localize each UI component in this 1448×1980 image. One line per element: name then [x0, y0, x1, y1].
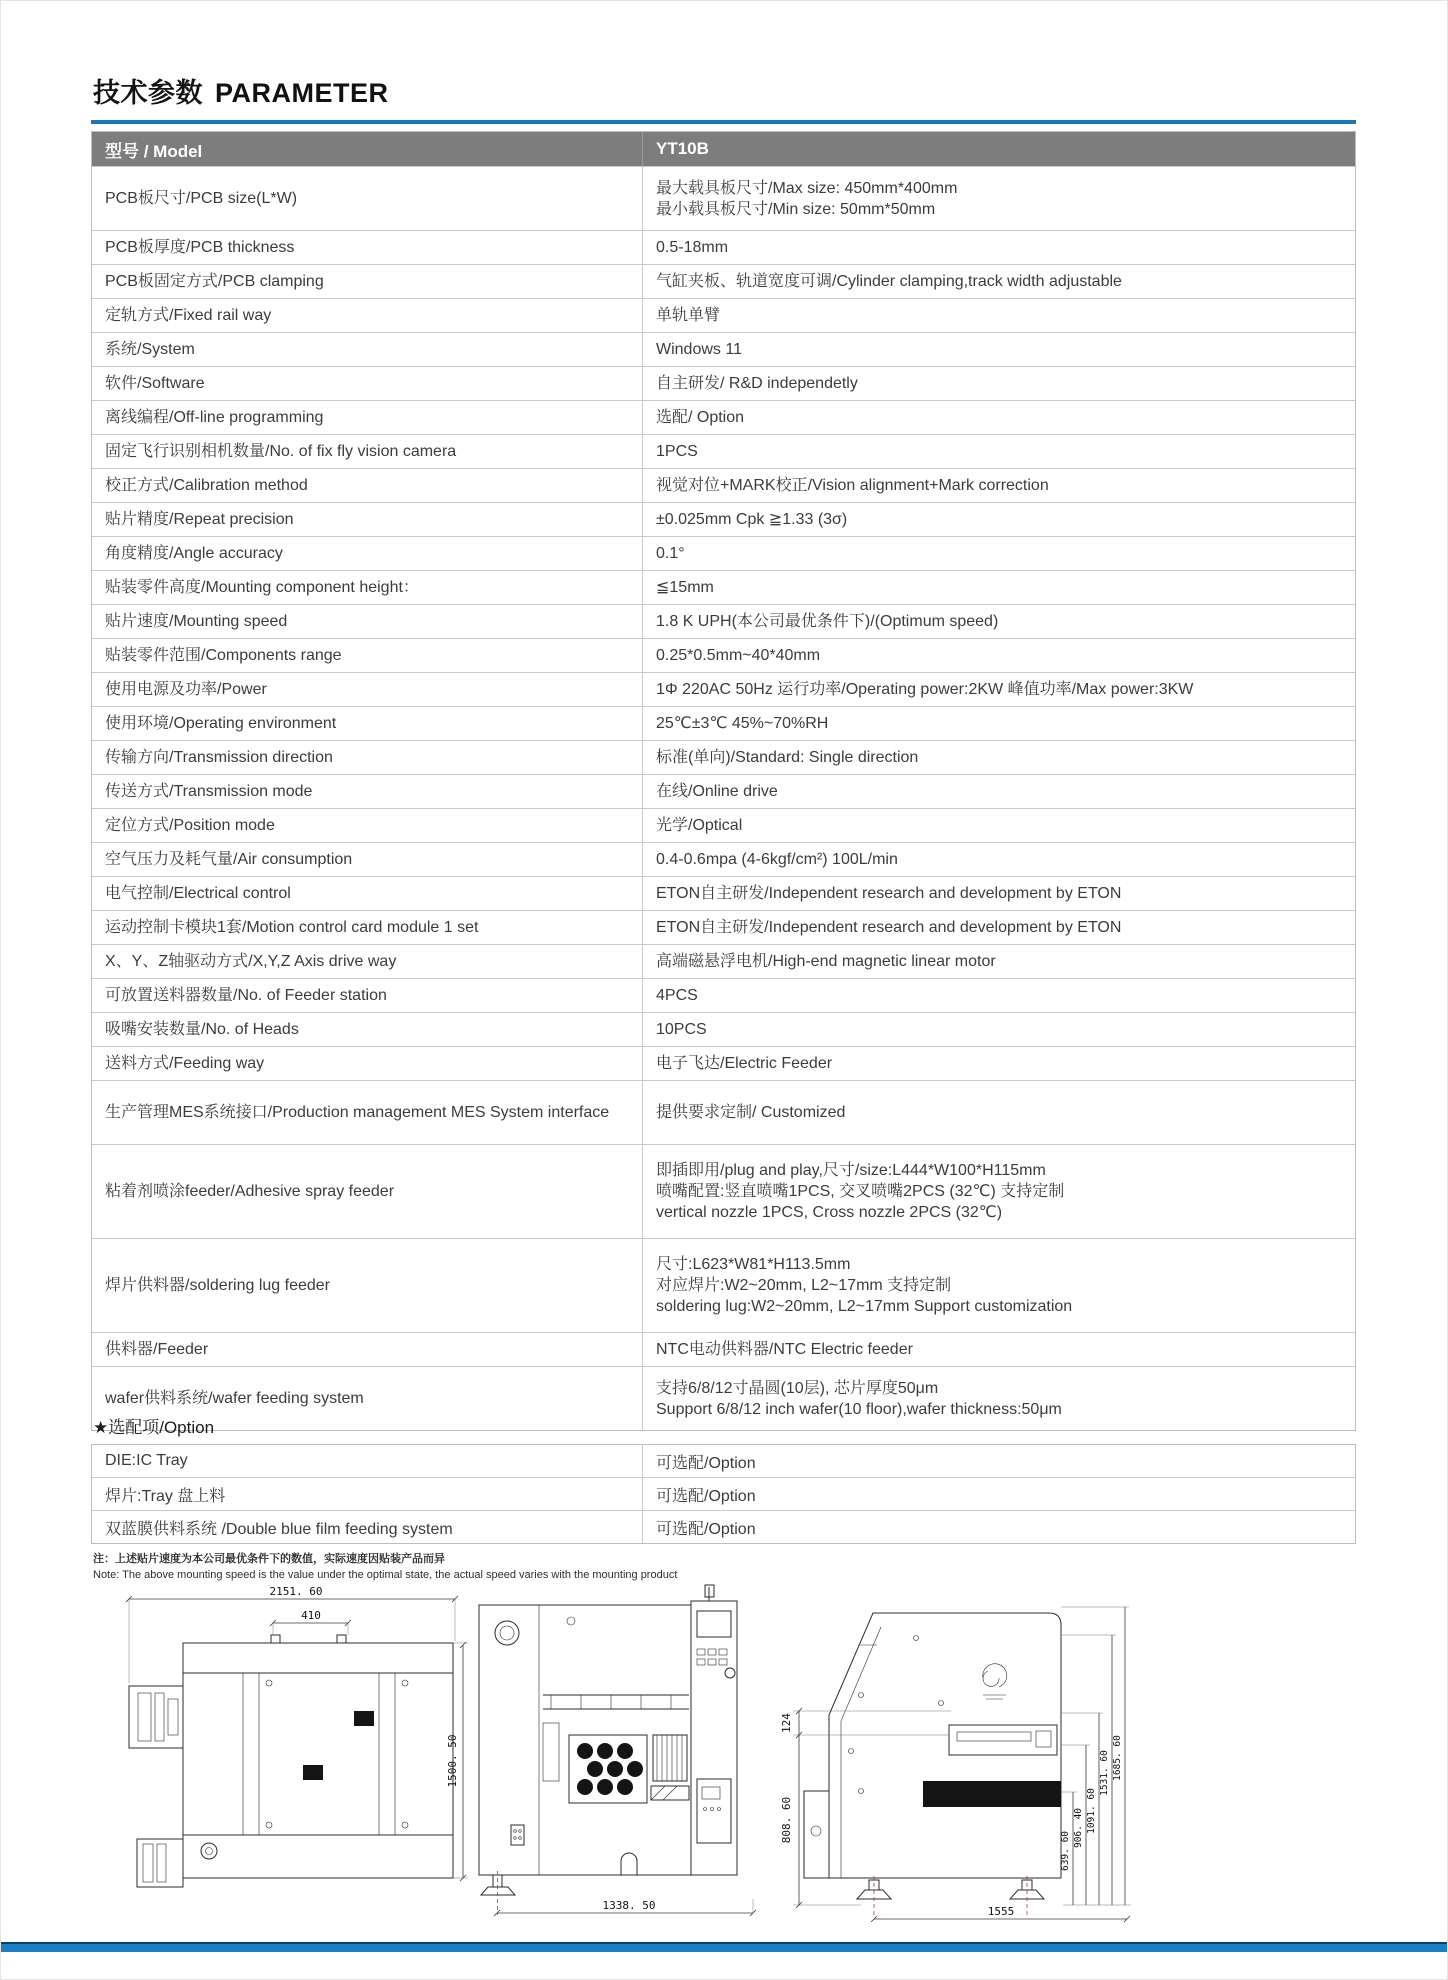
param-value-line: 支持6/8/12寸晶圆(10层), 芯片厚度50μm	[656, 1379, 939, 1397]
param-value-line: 0.25*0.5mm~40*40mm	[656, 647, 821, 664]
param-value	[642, 639, 1355, 672]
param-value-line: 电子飞达/Electric Feeder	[656, 1055, 833, 1072]
param-row	[92, 604, 1355, 638]
param-label: 固定飞行识别相机数量/No. of fix fly vision camera	[105, 443, 457, 460]
param-row	[92, 264, 1355, 298]
param-row	[92, 298, 1355, 332]
param-row	[92, 910, 1355, 944]
dimension-label: 1338. 50	[602, 1899, 656, 1912]
param-value	[642, 167, 1355, 230]
top-view-drawing	[111, 1583, 471, 1935]
model-header-value: YT10B	[642, 132, 1355, 166]
param-value-line: NTC电动供料器/NTC Electric feeder	[656, 1341, 913, 1358]
param-value-line: ±0.025mm Cpk ≧1.33 (3σ)	[656, 511, 848, 528]
param-value-line: 0.5-18mm	[656, 239, 729, 256]
dimension-label: 906. 40	[1073, 1807, 1084, 1849]
param-value	[642, 503, 1355, 536]
param-label: 生产管理MES系统接口/Production management MES System interface	[105, 1104, 610, 1121]
param-table	[91, 131, 1356, 1431]
param-label: 粘着剂喷涂feeder/Adhesive spray feeder	[105, 1183, 395, 1200]
side-view-machine	[804, 1613, 1061, 1917]
param-value-line: 单轨单臂	[656, 307, 721, 324]
param-row	[92, 166, 1355, 230]
param-row	[92, 740, 1355, 774]
param-value-line: 在线/Online drive	[656, 783, 778, 800]
param-value-line: Support 6/8/12 inch wafer(10 floor),wafer thickness:50μm	[656, 1400, 1062, 1418]
param-value	[642, 1367, 1355, 1430]
dimension-label: 2151. 60	[269, 1585, 323, 1598]
param-label: 传送方式/Transmission mode	[105, 783, 313, 800]
param-value	[642, 401, 1355, 434]
param-label: 供料器/Feeder	[105, 1341, 209, 1358]
option-value: 可选配/Option	[642, 1478, 1355, 1510]
param-value-line: 1.8 K UPH(本公司最优条件下)/(Optimum speed)	[656, 613, 999, 630]
dimension-label: 1091. 60	[1086, 1788, 1097, 1834]
accent-divider	[91, 120, 1356, 124]
param-label: 吸嘴安装数量/No. of Heads	[105, 1021, 299, 1038]
param-row	[92, 536, 1355, 570]
dimension-drawings	[91, 1583, 1391, 1943]
param-value-line: ETON自主研发/Independent research and development by ETON	[656, 885, 1122, 902]
param-row	[92, 842, 1355, 876]
param-row	[92, 434, 1355, 468]
param-label: 空气压力及耗气量/Air consumption	[105, 851, 353, 868]
param-label: 贴片精度/Repeat precision	[105, 511, 294, 528]
param-value-line: ETON自主研发/Independent research and development by ETON	[656, 919, 1122, 936]
param-value	[642, 809, 1355, 842]
param-value	[642, 333, 1355, 366]
dimension-label: 1500. 50	[446, 1734, 459, 1788]
param-label: X、Y、Z轴驱动方式/X,Y,Z Axis drive way	[105, 953, 397, 970]
param-value	[642, 1013, 1355, 1046]
option-row	[92, 1477, 1355, 1510]
param-value-line: soldering lug:W2~20mm, L2~17mm Support customization	[656, 1298, 1073, 1315]
param-value-line: 高端磁悬浮电机/High-end magnetic linear motor	[656, 953, 996, 970]
param-row	[92, 332, 1355, 366]
param-value	[642, 469, 1355, 502]
param-value	[642, 537, 1355, 570]
param-row	[92, 400, 1355, 434]
param-label: 使用环境/Operating environment	[105, 715, 337, 732]
param-label: PCB板厚度/PCB thickness	[105, 239, 295, 256]
param-value	[642, 979, 1355, 1012]
param-value	[642, 673, 1355, 706]
param-table-body	[92, 166, 1355, 1430]
param-label: 贴装零件范围/Components range	[105, 647, 342, 664]
param-row	[92, 706, 1355, 740]
param-value-line: 10PCS	[656, 1021, 707, 1038]
param-value-line: 尺寸:L623*W81*H113.5mm	[656, 1256, 851, 1273]
option-row	[92, 1510, 1355, 1543]
dimension-label: 1555	[987, 1905, 1015, 1918]
param-row	[92, 1332, 1355, 1366]
dimension-label: 1685. 60	[1112, 1735, 1123, 1781]
top-view-machine	[129, 1635, 453, 1887]
param-label: 贴片速度/Mounting speed	[105, 613, 288, 630]
param-value	[642, 843, 1355, 876]
param-value-line: 最小载具板尺寸/Min size: 50mm*50mm	[656, 200, 936, 218]
param-value	[642, 1239, 1355, 1332]
param-label: 电气控制/Electrical control	[105, 885, 291, 902]
param-value-line: 选配/ Option	[656, 409, 745, 426]
option-table	[91, 1444, 1356, 1544]
param-value	[642, 911, 1355, 944]
param-row	[92, 808, 1355, 842]
param-value	[642, 571, 1355, 604]
param-row	[92, 502, 1355, 536]
param-row	[92, 876, 1355, 910]
option-table-body	[92, 1445, 1355, 1543]
option-label: 焊片:Tray 盘上料	[105, 1487, 226, 1505]
param-value	[642, 231, 1355, 264]
param-value-line: vertical nozzle 1PCS, Cross nozzle 2PCS (32℃)	[656, 1204, 1003, 1221]
param-row	[92, 230, 1355, 264]
param-value-line: 即插即用/plug and play,尺寸/size:L444*W100*H115mm	[656, 1162, 1046, 1179]
param-label: 送料方式/Feeding way	[105, 1055, 265, 1072]
param-label: 运动控制卡模块1套/Motion control card module 1 set	[105, 919, 479, 936]
dimension-label: 124	[780, 1713, 793, 1733]
param-row	[92, 1238, 1355, 1332]
side-view-drawing	[711, 1583, 1141, 1935]
param-value-line: 标准(单向)/Standard: Single direction	[656, 749, 919, 766]
param-value-line: 0.1°	[656, 545, 685, 562]
param-value	[642, 265, 1355, 298]
param-row	[92, 1046, 1355, 1080]
param-value	[642, 1145, 1355, 1238]
option-value: 可选配/Option	[642, 1511, 1355, 1543]
footnote	[93, 1551, 677, 1583]
dimension-label: 410	[301, 1609, 321, 1622]
param-value	[642, 605, 1355, 638]
param-value	[642, 1047, 1355, 1080]
param-row	[92, 366, 1355, 400]
param-value-line: 4PCS	[656, 987, 698, 1004]
footnote-en: Note: The above mounting speed is the value under the optimal state, the actual speed varies with the mounting product	[93, 1569, 678, 1581]
param-row	[92, 638, 1355, 672]
param-value-line: ≦15mm	[656, 579, 714, 596]
param-value-line: 气缸夹板、轨道宽度可调/Cylinder clamping,track width adjustable	[656, 273, 1122, 290]
param-row	[92, 1012, 1355, 1046]
param-row	[92, 1080, 1355, 1144]
param-value	[642, 775, 1355, 808]
param-value	[642, 1333, 1355, 1366]
bottom-accent-bar	[1, 1942, 1448, 1952]
param-value	[642, 877, 1355, 910]
param-label: 传输方向/Transmission direction	[105, 749, 333, 766]
param-value-line: 视觉对位+MARK校正/Vision alignment+Mark correction	[656, 477, 1049, 494]
param-value-line: 最大载具板尺寸/Max size: 450mm*400mm	[656, 179, 958, 197]
param-label: 软件/Software	[105, 375, 205, 392]
model-header-label: 型号 / Model	[105, 141, 203, 161]
param-row	[92, 570, 1355, 604]
option-value: 可选配/Option	[642, 1445, 1355, 1477]
param-label: 角度精度/Angle accuracy	[105, 545, 283, 562]
param-row	[92, 672, 1355, 706]
param-row	[92, 468, 1355, 502]
param-label: 焊片供料器/soldering lug feeder	[105, 1277, 330, 1294]
param-value-line: 自主研发/ R&D independetly	[656, 375, 858, 392]
side-view-dimensions	[780, 1607, 1131, 1922]
param-value-line: 光学/Optical	[656, 817, 743, 834]
param-value-line: Windows 11	[656, 341, 742, 358]
param-label: 系统/System	[105, 341, 195, 358]
param-label: 使用电源及功率/Power	[105, 681, 267, 698]
param-label: 可放置送料器数量/No. of Feeder station	[105, 987, 387, 1004]
param-label: 贴装零件高度/Mounting component height：	[105, 579, 419, 596]
dimension-label: 1531. 60	[1099, 1750, 1110, 1796]
option-section-heading: ★选配项/Option	[93, 1418, 215, 1437]
param-label: 定位方式/Position mode	[105, 817, 275, 834]
front-view-machine	[479, 1585, 737, 1915]
param-value	[642, 1081, 1355, 1144]
option-row	[92, 1445, 1355, 1477]
top-view-dimensions	[126, 1585, 468, 1881]
param-row	[92, 1366, 1355, 1430]
footnote-cn: 注：上述贴片速度为本公司最优条件下的数值，实际速度因贴装产品而异	[93, 1553, 445, 1565]
dimension-label: 808. 60	[780, 1796, 793, 1844]
param-row	[92, 944, 1355, 978]
param-value-line: 1PCS	[656, 443, 698, 460]
param-value	[642, 367, 1355, 400]
param-label: 离线编程/Off-line programming	[105, 409, 324, 426]
param-label: wafer供料系统/wafer feeding system	[105, 1390, 364, 1407]
page-title-en: PARAMETER	[215, 78, 389, 108]
param-value	[642, 945, 1355, 978]
param-row	[92, 774, 1355, 808]
param-value	[642, 707, 1355, 740]
param-value-line: 喷嘴配置:竖直喷嘴1PCS, 交叉喷嘴2PCS (32℃) 支持定制	[656, 1183, 1065, 1200]
param-label: PCB板尺寸/PCB size(L*W)	[105, 190, 298, 207]
option-label: DIE:IC Tray	[105, 1452, 188, 1469]
param-value	[642, 435, 1355, 468]
param-row	[92, 1144, 1355, 1238]
dimension-label: 639. 60	[1060, 1830, 1071, 1872]
param-label: 定轨方式/Fixed rail way	[105, 307, 272, 324]
param-value-line: 0.4-0.6mpa (4-6kgf/cm²) 100L/min	[656, 851, 898, 868]
option-label: 双蓝膜供料系统 /Double blue film feeding system	[105, 1520, 453, 1538]
param-label: 校正方式/Calibration method	[105, 477, 308, 494]
param-value-line: 1Φ 220AC 50Hz 运行功率/Operating power:2KW 峰值功率/Max power:3KW	[656, 681, 1194, 698]
param-value-line: 提供要求定制/ Customized	[656, 1104, 846, 1121]
param-label: PCB板固定方式/PCB clamping	[105, 273, 324, 290]
param-value	[642, 299, 1355, 332]
param-value-line: 25℃±3℃ 45%~70%RH	[656, 715, 829, 732]
page-title-cn: 技术参数	[93, 78, 203, 108]
page-title	[93, 71, 389, 110]
param-value-line: 对应焊片:W2~20mm, L2~17mm 支持定制	[656, 1277, 952, 1294]
param-table-header	[92, 132, 1355, 166]
param-row	[92, 978, 1355, 1012]
param-value	[642, 741, 1355, 774]
